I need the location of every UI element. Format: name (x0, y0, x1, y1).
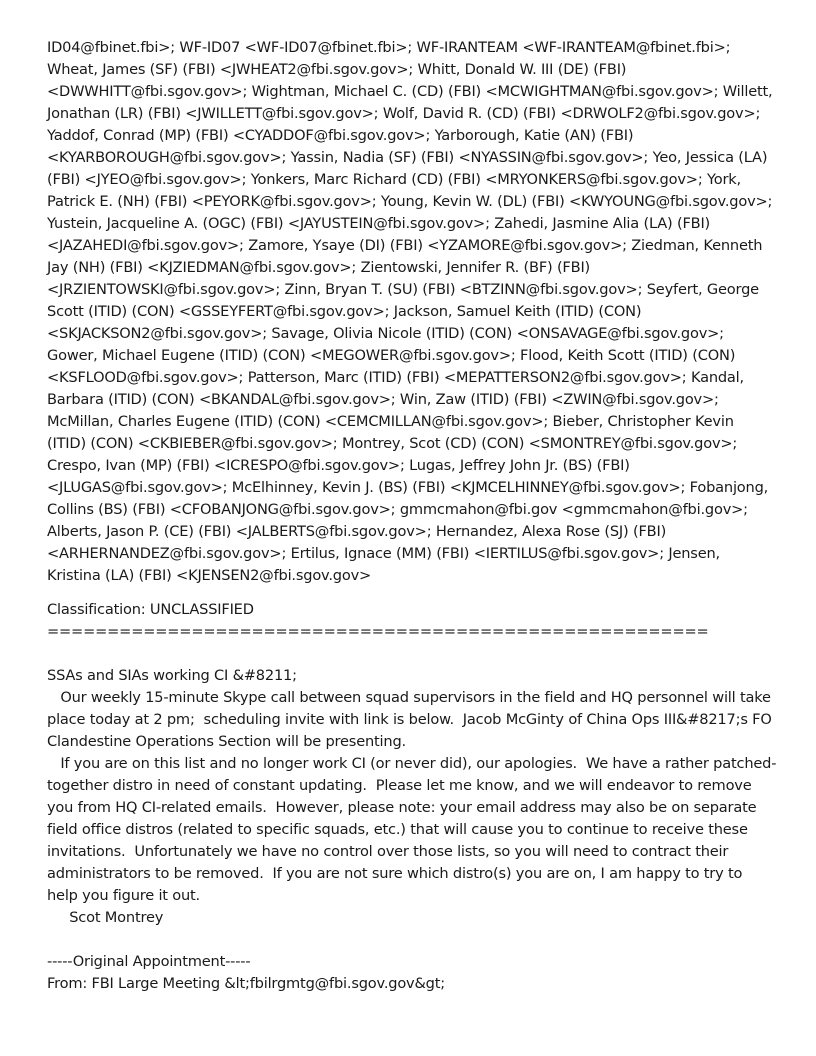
greeting: SSAs and SIAs working CI &#8211; (47, 667, 297, 684)
body-paragraph-2: If you are on this list and no longer work CI (or never did), our apologies. We have a rather patched-together distro in need of constant updating. Please let me know, and we will endeavor to remove you from HQ CI-related emails. However, please note: your email address may also be on separate field office distros (related to specific squads, etc.) that will cause you to continue to receive these invitations. Unfortunately we have no control over those lists, so you will need to contract their administrators to be removed. If you are not sure which distro(s) you are on, I am happy to try to help you figure it out. (47, 755, 777, 904)
separator-line: ======================================================= (47, 623, 709, 640)
email-document (47, 37, 777, 995)
signature: Scot Montrey (47, 909, 164, 926)
original-appointment-header: -----Original Appointment----- (47, 953, 251, 970)
recipients-list: ID04@fbinet.fbi>; WF-ID07 <WF-ID07@fbinet.fbi>; WF-IRANTEAM <WF-IRANTEAM@fbinet.fbi>; Wheat, James (SF) (FBI) <JWHEAT2@fbi.sgov.gov>; Whitt, Donald W. III (DE) (FBI) <DWWHITT@fbi.sgov.gov>; Wightman, Michael C. (CD) (FBI) <MCWIGHTMAN@fbi.sgov.gov>; Willett, Jonathan (LR) (FBI) <JWILLETT@fbi.sgov.gov>; Wolf, David R. (CD) (FBI) <DRWOLF2@fbi.sgov.gov>; Yaddof, Conrad (MP) (FBI) <CYADDOF@fbi.sgov.gov>; Yarborough, Katie (AN) (FBI) <KYARBOROUGH@fbi.sgov.gov>; Yassin, Nadia (SF) (FBI) <NYASSIN@fbi.sgov.gov>; Yeo, Jessica (LA) (FBI) <JYEO@fbi.sgov.gov>; Yonkers, Marc Richard (CD) (FBI) <MRYONKERS@fbi.sgov.gov>; York, Patrick E. (NH) (FBI) <PEYORK@fbi.sgov.gov>; Young, Kevin W. (DL) (FBI) <KWYOUNG@fbi.sgov.gov>; Yustein, Jacqueline A. (OGC) (FBI) <JAYUSTEIN@fbi.sgov.gov>; Zahedi, Jasmine Alia (LA) (FBI) <JAZAHEDI@fbi.sgov.gov>; Zamore, Ysaye (DI) (FBI) <YZAMORE@fbi.sgov.gov>; Ziedman, Kenneth Jay (NH) (FBI) <KJZIEDMAN@fbi.sgov.gov>; Zientowski, Jennifer R. (BF) (FBI) <JRZIENTOWSKI@fbi.sgov.gov>; Zinn, Bryan T. (SU) (FBI) <BTZINN@fbi.sgov.gov>; Seyfert, George Scott (ITID) (CON) <GSSEYFERT@fbi.sgov.gov>; Jackson, Samuel Keith (ITID) (CON) <SKJACKSON2@fbi.sgov.gov>; Savage, Olivia Nicole (ITID) (CON) <ONSAVAGE@fbi.sgov.gov>; Gower, Michael Eugene (ITID) (CON) <MEGOWER@fbi.sgov.gov>; Flood, Keith Scott (ITID) (CON) <KSFLOOD@fbi.sgov.gov>; Patterson, Marc (ITID) (FBI) <MEPATTERSON2@fbi.sgov.gov>; Kandal, Barbara (ITID) (CON) <BKANDAL@fbi.sgov.gov>; Win, Zaw (ITID) (FBI) <ZWIN@fbi.sgov.gov>; McMillan, Charles Eugene (ITID) (CON) <CEMCMILLAN@fbi.sgov.gov>; Bieber, Christopher Kevin (ITID) (CON) <CKBIEBER@fbi.sgov.gov>; Montrey, Scot (CD) (CON) <SMONTREY@fbi.sgov.gov>; Crespo, Ivan (MP) (FBI) <ICRESPO@fbi.sgov.gov>; Lugas, Jeffrey John Jr. (BS) (FBI) <JLUGAS@fbi.sgov.gov>; McElhinney, Kevin J. (BS) (FBI) <KJMCELHINNEY@fbi.sgov.gov>; Fobanjong, Collins (BS) (FBI) <CFOBANJONG@fbi.sgov.gov>; gmmcmahon@fbi.gov <gmmcmahon@fbi.gov>; Alberts, Jason P. (CE) (FBI) <JALBERTS@fbi.sgov.gov>; Hernandez, Alexa Rose (SJ) (FBI) <ARHERNANDEZ@fbi.sgov.gov>; Ertilus, Ignace (MM) (FBI) <IERTILUS@fbi.sgov.gov>; Jensen, Kristina (LA) (FBI) <KJENSEN2@fbi.sgov.gov> (47, 39, 777, 584)
spacer (47, 643, 777, 665)
spacer (47, 929, 777, 951)
body-paragraph-1: Our weekly 15-minute Skype call between squad supervisors in the field and HQ personnel will take place today at 2 pm; scheduling invite with link is below. Jacob McGinty of China Ops III&#8217;s FO Clandestine Operations Section will be presenting. (47, 689, 777, 750)
from-line: From: FBI Large Meeting &lt;fbilrgmtg@fbi.sgov.gov&gt; (47, 975, 445, 992)
classification-line: Classification: UNCLASSIFIED (47, 601, 254, 618)
